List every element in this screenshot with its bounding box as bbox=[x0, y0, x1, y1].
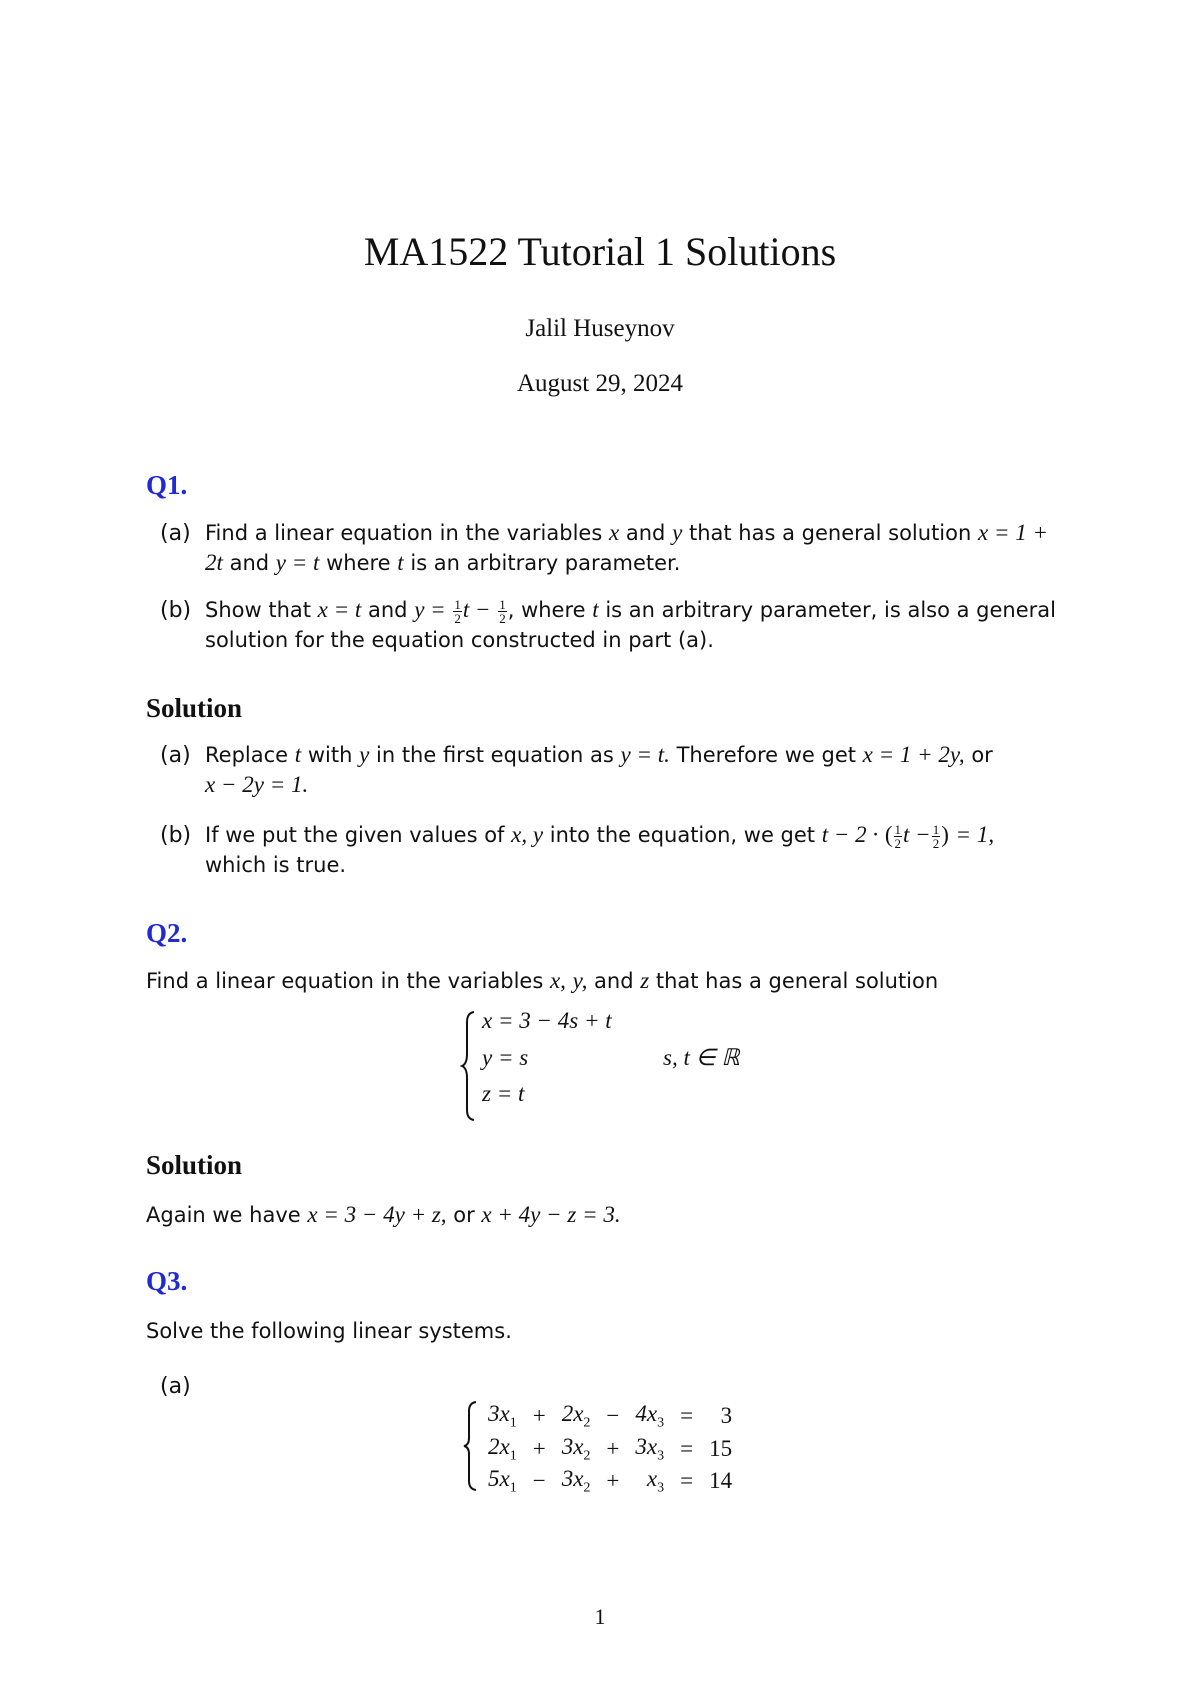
solution-1-heading: Solution bbox=[146, 693, 243, 723]
q3-eq-row-2: $2x_1$ + $3x_2$ + $3x_3$ = 15 bbox=[488, 1433, 733, 1464]
fraction: $\frac{1}{2}$ bbox=[454, 596, 461, 626]
q2-eq-2: y = s bbox=[482, 1045, 529, 1070]
sol2-text: Again we have x = 3 − 4y + z, or x + 4y − z = 3. bbox=[146, 1202, 621, 1227]
solution-2-heading: Solution bbox=[146, 1150, 243, 1180]
q3-text: Solve the following linear systems. bbox=[146, 1319, 512, 1343]
q2-text: Find a linear equation in the variables x, y, and z that has a general solution bbox=[146, 968, 939, 993]
document-author: Jalil Huseynov bbox=[525, 315, 675, 342]
q3-a-label: (a) bbox=[160, 1374, 191, 1399]
sol1-a-text: Replace t with y in the first equation as y = t. Therefore we get x = 1 + 2y, or x − 2y = 1. bbox=[205, 742, 993, 797]
q2-eq-3: z = t bbox=[482, 1081, 525, 1106]
q2-eq-1: x = 3 − 4s + t bbox=[482, 1008, 612, 1033]
q3-eq-row-1: $3x_1$ + $2x_2$ − $4x_3$ = 3 bbox=[488, 1401, 733, 1431]
q1-a-label: (a) bbox=[160, 521, 191, 546]
sol1-a-label: (a) bbox=[160, 743, 191, 768]
page-number: 1 bbox=[594, 1604, 606, 1629]
q3-heading: Q3. bbox=[146, 1266, 188, 1296]
document-date: August 29, 2024 bbox=[517, 370, 683, 397]
q2-param: s, t ∈ ℝ bbox=[663, 1045, 740, 1070]
q1-b-label: (b) bbox=[160, 598, 192, 623]
q1-b-text: Show that x = t and y = $\frac{1}{2}$ t − $\frac{1}{2}$ , where t is an arbitrary parameter, is also a general solution for the equation constructed in part (a). bbox=[205, 596, 1056, 652]
left-brace-icon bbox=[460, 1010, 476, 1122]
fraction: $\frac{1}{2}$ bbox=[932, 821, 940, 851]
sol1-b-text: If we put the given values of x, y into the equation, we get t − 2 · ( $\frac{1}{2}$ t − $\frac{1}{2}$ ) = 1, which is true. bbox=[205, 821, 995, 877]
fraction: $\frac{1}{2}$ bbox=[894, 821, 902, 851]
left-brace-icon bbox=[462, 1400, 478, 1492]
q1-heading: Q1. bbox=[146, 470, 188, 500]
fraction: $\frac{1}{2}$ bbox=[499, 596, 506, 626]
q2-heading: Q2. bbox=[146, 918, 188, 948]
q3-eq-row-3: $5x_1$ − $3x_2$ + $x_3$ = 14 bbox=[488, 1466, 733, 1496]
sol1-b-label: (b) bbox=[160, 823, 192, 848]
q3-equations bbox=[480, 1400, 740, 1498]
document-title: MA1522 Tutorial 1 Solutions bbox=[363, 229, 837, 274]
q1-a-text: Find a linear equation in the variables x and y that has a general solution x = 1 + 2t and y = t where t is an arbitrary parameter. bbox=[205, 520, 1048, 575]
